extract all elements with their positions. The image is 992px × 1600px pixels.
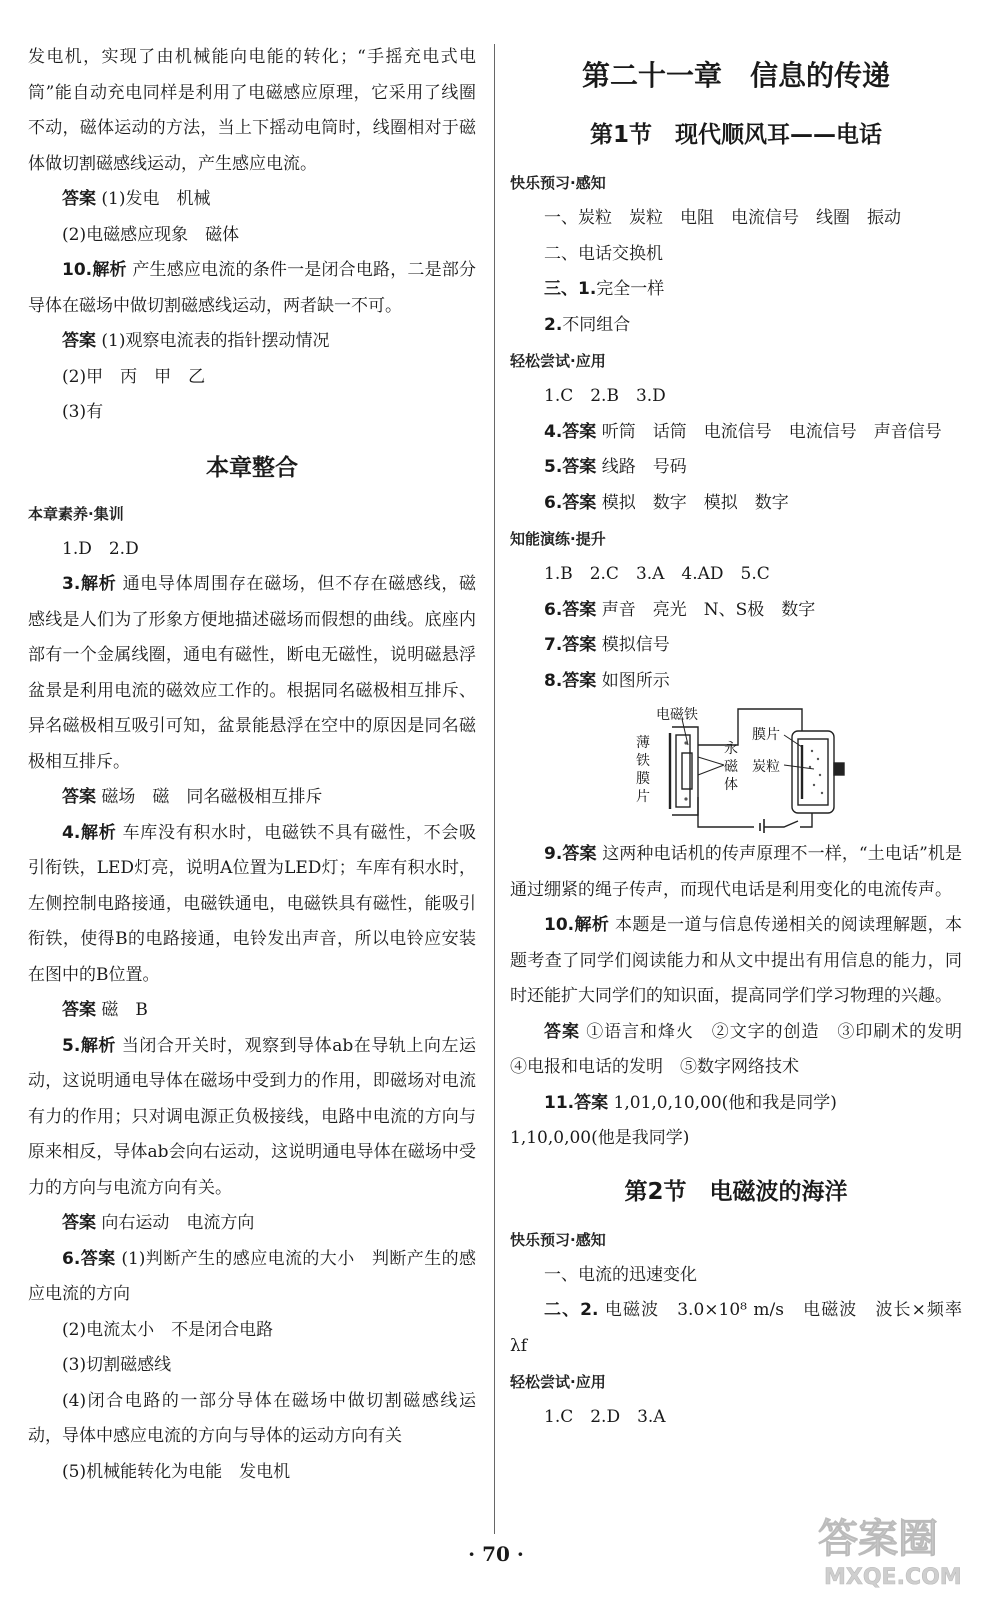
answer-line: 答案 (1)发电 机械 (62, 189, 211, 209)
right-column (510, 40, 980, 1436)
answer-line: (5)机械能转化为电能 发电机 (62, 1461, 291, 1482)
answer-line: 8.答案 如图所示 (544, 670, 670, 691)
watermark-logo (814, 1508, 972, 1590)
answer-line: 答案 ①语言和烽火 ②文字的创造 ③印刷术的发明 ④电报和电话的发明 ⑤数字网络技术 (510, 1021, 980, 1077)
column-divider (494, 44, 495, 1534)
question-5: 5.解析 当闭合开关时，观察到导体ab在导轨上向左运动，这说明通电导体在磁场中受到力的作用，即磁场对电流有力的作用；只对调电源正负极接线，电路中电流的方向与原来相反，导体ab会向右运动，这说明通电导体在磁场中受力的方向与电流方向有关。 (28, 1035, 476, 1198)
label-magnet: 永 (724, 741, 738, 757)
question-10: 10.解析 产生感应电流的条件一是闭合电路，二是部分导体在磁场中做切割磁感线运动，两者缺一不可。 (28, 260, 477, 316)
subsection-heading: 本章素养·集训 (28, 504, 124, 523)
section-title: 本章整合 (206, 454, 298, 481)
label-carbon: 炭粒 (752, 759, 780, 775)
answer-line: 7.答案 模拟信号 (544, 635, 670, 655)
answer-line: 1,10,0,00(他是我同学) (510, 1128, 690, 1148)
answer-line: 三、1.完全一样 (544, 279, 665, 299)
label-magnet: 体 (724, 777, 738, 793)
section-title: 第2节 电磁波的海洋 (624, 1178, 848, 1205)
subsection-heading: 轻松尝试·应用 (510, 1373, 606, 1391)
answer-line: (4)闭合电路的一部分导体在磁场中做切割磁感线运动，导体中感应电流的方向与导体的运动方向有关 (28, 1390, 476, 1446)
answer-line: 2.不同组合 (544, 314, 631, 335)
answer-line: (2)甲 丙 甲 乙 (62, 366, 206, 387)
answer-line: 答案 (1)观察电流表的指针摆动情况 (62, 331, 330, 351)
svg-text:MXQE.COM: MXQE.COM (824, 1565, 962, 1590)
answer-line: 1.C 2.B 3.D (544, 386, 666, 406)
left-column (28, 40, 476, 1490)
answer-line: 6.答案 模拟 数字 模拟 数字 (544, 492, 789, 513)
subsection-heading: 快乐预习·感知 (510, 174, 606, 192)
answer-line: 9.答案 这两种电话机的传声原理不一样，“土电话”机是通过绷紧的绳子传声，而现代电话是利用变化的电流传声。 (510, 844, 963, 900)
answer-line: 5.答案 线路 号码 (544, 457, 687, 477)
subsection-heading: 轻松尝试·应用 (510, 352, 606, 370)
section-title: 第1节 现代顺风耳——电话 (589, 122, 882, 148)
chapter-title: 第二十一章 信息的传递 (581, 59, 890, 92)
answer-line: (3)切割磁感线 (62, 1355, 172, 1375)
answer-line: 答案 向右运动 电流方向 (62, 1213, 255, 1233)
question-4: 4.解析 车库没有积水时，电磁铁不具有磁性，不会吸引衔铁，LED灯亮，说明A位置为LED灯；车库有积水时，左侧控制电路接通，电磁铁通电，电磁铁具有磁性，能吸引衔铁，使得B的电路接通，电铃发出声音，所以电铃应安装在图中的B位置。 (28, 822, 477, 985)
answer-line: 答案 磁 B (62, 1000, 148, 1020)
page-number: · 70 · (468, 1542, 524, 1566)
answer-line: 答案 磁场 磁 同名磁极相互排斥 (62, 787, 323, 807)
answer-line: 1.C 2.D 3.A (544, 1407, 666, 1427)
svg-text:答案圈: 答案圈 (818, 1516, 938, 1562)
telephone-diagram (616, 705, 856, 833)
label-thin-iron: 片 (636, 789, 650, 805)
answer-line: 4.答案 听筒 话筒 电流信号 电流信号 声音信号 (544, 421, 942, 442)
label-thin-iron: 铁 (636, 753, 650, 769)
answer-line: 一、电流的迅速变化 (544, 1264, 697, 1285)
answer-line: 11.答案 1,01,0,10,00(他和我是同学) (544, 1092, 837, 1113)
answer-line: 二、2. 电磁波 3.0×10⁸ m/s 电磁波 波长×频率 λf (510, 1300, 979, 1356)
answer-line: (2)电磁感应现象 磁体 (62, 224, 240, 245)
answer-line: 1.B 2.C 3.A 4.AD 5.C (544, 564, 770, 584)
answer-line: 二、电话交换机 (544, 243, 663, 264)
question-10: 10.解析 本题是一道与信息传递相关的阅读理解题，本题考查了同学们阅读能力和从文中提出有用信息的能力，同时还能扩大同学们的知识面，提高同学们学习物理的兴趣。 (510, 915, 963, 1006)
label-thin-iron: 薄 (636, 735, 650, 751)
subsection-heading: 知能演练·提升 (510, 530, 606, 548)
answer-line: 6.答案 声音 亮光 N、S极 数字 (544, 599, 816, 620)
label-electromagnet: 电磁铁 (656, 707, 698, 723)
answer-line: (3)有 (62, 402, 104, 422)
question-3: 3.解析 通电导体周围存在磁场，但不存在磁感线，磁感线是人们为了形象方便地描述磁场而假想的曲线。底座内部有一个金属线圈，通电有磁性，断电无磁性，说明磁悬浮盆景是利用电流的磁效应工作的。根据同名磁极相互排斥、异名磁极相互吸引可知，盆景能悬浮在空中的原因是同名磁极相互排斥。 (28, 574, 477, 772)
answer-line: (2)电流太小 不是闭合电路 (62, 1319, 274, 1340)
paragraph: 发电机，实现了由机械能向电能的转化；“手摇充电式电筒”能自动充电同样是利用了电磁感应原理，它采用了线圈不动，磁体运动的方法，当上下摇动电筒时，线圈相对于磁体做切割磁感线运动，产生感应电流。 (28, 47, 476, 174)
label-thin-iron: 膜 (636, 771, 650, 787)
subsection-heading: 快乐预习·感知 (510, 1230, 606, 1249)
label-magnet: 磁 (724, 759, 738, 775)
answer-line: 一、炭粒 炭粒 电阻 电流信号 线圈 振动 (544, 208, 901, 228)
question-6: 6.答案 (1)判断产生的感应电流的大小 判断产生的感应电流的方向 (28, 1248, 476, 1304)
label-diaphragm: 膜片 (752, 727, 780, 743)
answer-line: 1.D 2.D (62, 538, 139, 559)
